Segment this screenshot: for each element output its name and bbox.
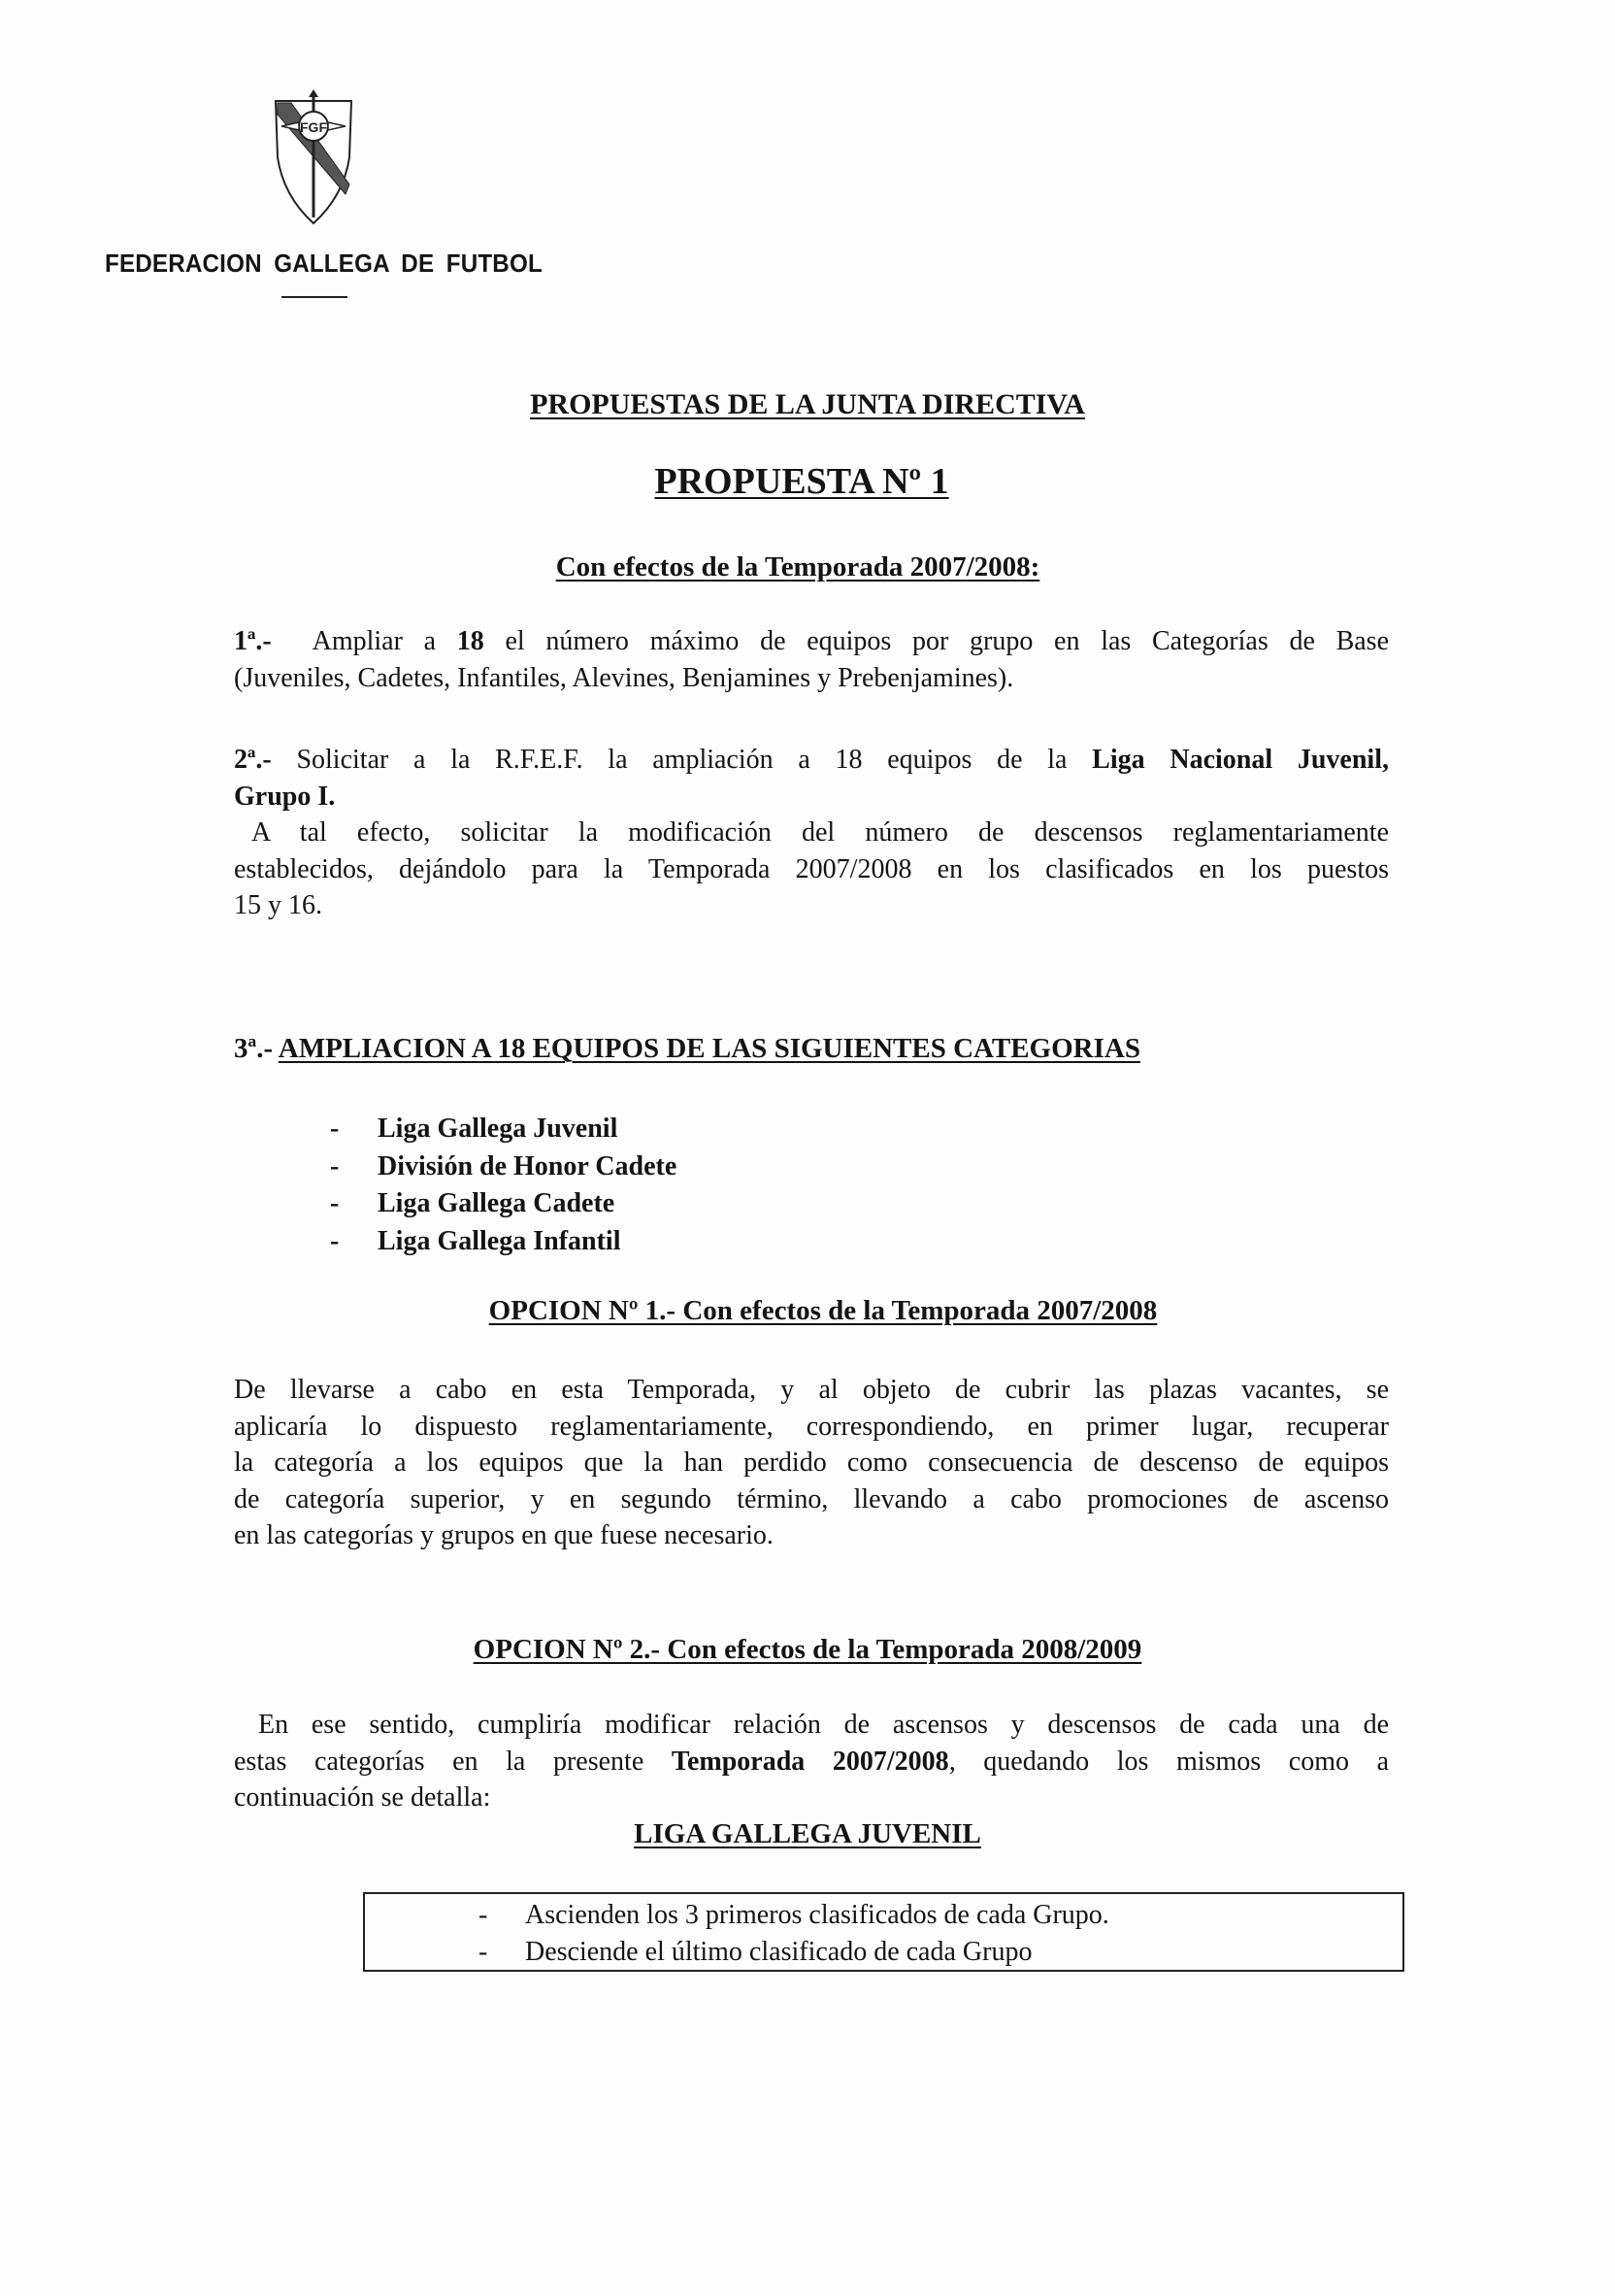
dash: - [330, 1188, 340, 1218]
list-item [330, 1111, 676, 1148]
rules-box [363, 1892, 1404, 1972]
item-number: 2ª.- [234, 745, 272, 775]
federation-crest-logo [272, 89, 355, 225]
text: de categoría superior, y en segundo término, llevando a cabo promociones de ascenso [234, 1483, 1389, 1514]
dash: - [330, 1150, 340, 1181]
list-item [365, 1897, 1402, 1934]
text: continuación se detalla: [234, 1782, 491, 1813]
option-2-text [234, 1707, 1389, 1816]
text: el número máximo de equipos por grupo en las Categorías de Base [483, 626, 1389, 656]
list-item [365, 1934, 1402, 1971]
bold-text: Grupo I. [234, 781, 336, 812]
dash: - [478, 1900, 488, 1930]
dash: - [478, 1937, 488, 1967]
list-item [330, 1223, 676, 1261]
list-item [330, 1148, 676, 1186]
text: De llevarse a cabo en esta Temporada, y al objeto de cubrir las plazas vacantes, se [234, 1375, 1389, 1405]
text: 15 y 16. [234, 890, 322, 920]
item-number: 1ª.- [234, 626, 272, 656]
effects-heading: Con efectos de la Temporada 2007/2008: [555, 551, 1040, 582]
heading-text: AMPLIACION A 18 EQUIPOS DE LAS SIGUIENTES CATEGORIAS [278, 1033, 1140, 1064]
item-1 [234, 623, 1389, 696]
list-item [330, 1185, 676, 1223]
bold-text: Liga Nacional Juvenil, [1092, 745, 1389, 775]
text: A tal efecto, solicitar la modificación del número de descensos reglamentariamente [251, 817, 1389, 848]
category: Liga Gallega Juvenil [378, 1114, 618, 1144]
item-number: 3ª.- [234, 1033, 274, 1064]
option-1-heading: OPCION Nº 1.- Con efectos de la Temporada 2007/2008 [488, 1295, 1158, 1326]
organization-name: FEDERACION GALLEGA DE FUTBOL [105, 249, 543, 278]
text: (Juveniles, Cadetes, Infantiles, Alevines, Benjamines y Prebenjamines). [234, 662, 1014, 693]
text: establecidos, dejándolo para la Temporada 2007/2008 en los clasificados en los puestos [234, 853, 1389, 884]
option-1-text [234, 1372, 1389, 1554]
option-2-heading: OPCION Nº 2.- Con efectos de la Temporada 2008/2009 [473, 1634, 1142, 1665]
rule-text: Desciende el último clasificado de cada Grupo [525, 1937, 1033, 1967]
item-3-heading [234, 1033, 1140, 1065]
category-list [330, 1111, 676, 1260]
text: estas categorías en la presente [234, 1746, 672, 1777]
text: , quedando los mismos como a [948, 1746, 1390, 1777]
bold-text: Temporada 2007/2008 [671, 1746, 949, 1777]
text: la categoría a los equipos que la han perdido como consecuencia de descenso de equipos [234, 1447, 1389, 1478]
item-2 [234, 742, 1389, 924]
category: Liga Gallega Infantil [378, 1225, 621, 1256]
category: Liga Gallega Cadete [378, 1188, 615, 1218]
rule-text: Ascienden los 3 primeros clasificados de cada Grupo. [525, 1900, 1109, 1930]
bold-text: 18 [456, 626, 484, 656]
text: Ampliar a [312, 626, 457, 656]
liga-gallega-juvenil-heading: LIGA GALLEGA JUVENIL [634, 1818, 981, 1849]
text: Solicitar a la R.F.E.F. la ampliación a 18 equipos de la [271, 745, 1093, 775]
header-divider [281, 296, 347, 298]
document-title: PROPUESTAS DE LA JUNTA DIRECTIVA [530, 388, 1085, 420]
svg-text:FGF: FGF [300, 119, 327, 135]
text: aplicaría lo dispuesto reglamentariamente, correspondiendo, en primer lugar, recuperar [234, 1411, 1389, 1442]
dash: - [330, 1225, 340, 1256]
category: División de Honor Cadete [378, 1150, 677, 1181]
proposal-title: PROPUESTA Nº 1 [654, 461, 949, 502]
text: en las categorías y grupos en que fuese necesario. [234, 1520, 774, 1550]
dash: - [330, 1114, 340, 1144]
text: En ese sentido, cumpliría modificar relación de ascensos y descensos de cada una de [258, 1710, 1389, 1740]
